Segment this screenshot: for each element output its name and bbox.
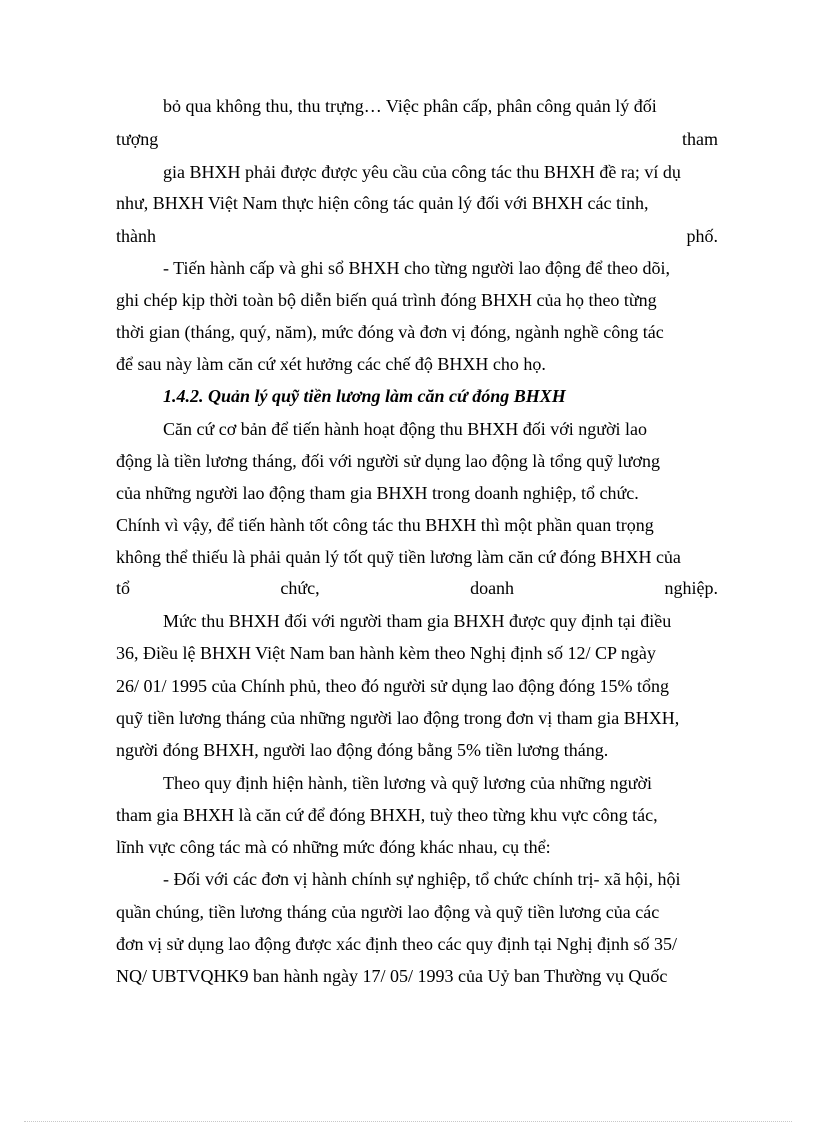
text-line: động là tiền lương tháng, đối với người sử dụng lao động là tổng quỹ lương	[116, 451, 661, 471]
text-line: ghi chép kịp thời toàn bộ diễn biến quá trình đóng BHXH của họ theo từng	[116, 290, 657, 310]
text-line: Mức thu BHXH đối với người tham gia BHXH được quy định tại điều	[163, 611, 672, 631]
text-line: 36, Điều lệ BHXH Việt Nam ban hành kèm theo Nghị định số 12/ CP ngày	[116, 643, 656, 663]
text-line: Theo quy định hiện hành, tiền lương và quỹ lương của những người	[163, 773, 653, 793]
text-line: NQ/ UBTVQHK9 ban hành ngày 17/ 05/ 1993 của Uỷ ban Thường vụ Quốc	[116, 966, 668, 986]
text-line: tổ chức, doanh nghiệp.	[116, 578, 718, 598]
text-line: lĩnh vực công tác mà có những mức đóng khác nhau, cụ thể:	[116, 837, 551, 857]
text-line: của những người lao động tham gia BHXH trong doanh nghiệp, tổ chức.	[116, 483, 639, 503]
text-line: như, BHXH Việt Nam thực hiện công tác quản lý đối với BHXH các tỉnh,	[116, 193, 649, 213]
section-heading: 1.4.2. Quản lý quỹ tiền lương làm căn cứ đóng BHXH	[163, 386, 566, 406]
text-line: tượng tham	[116, 129, 718, 149]
text-line: để sau này làm căn cứ xét hưởng các chế độ BHXH cho họ.	[116, 354, 546, 374]
text-line: bỏ qua không thu, thu trựng… Việc phân cấp, phân công quản lý đối	[163, 96, 657, 116]
text-line: 26/ 01/ 1995 của Chính phủ, theo đó người sử dụng lao động đóng 15% tổng	[116, 676, 669, 696]
text-line: thành phố.	[116, 226, 718, 246]
text-line: Chính vì vậy, để tiến hành tốt công tác thu BHXH thì một phần quan trọng	[116, 515, 654, 535]
text-line: thời gian (tháng, quý, năm), mức đóng và đơn vị đóng, ngành nghề công tác	[116, 322, 664, 342]
text-line: quỹ tiền lương tháng của những người lao động trong đơn vị tham gia BHXH,	[116, 708, 680, 728]
text-line: đơn vị sử dụng lao động được xác định theo các quy định tại Nghị định số 35/	[116, 934, 677, 954]
text-line: - Đối với các đơn vị hành chính sự nghiệp, tổ chức chính trị- xã hội, hội	[163, 869, 681, 889]
text-line: không thể thiếu là phải quản lý tốt quỹ tiền lương làm căn cứ đóng BHXH của	[116, 547, 681, 567]
text-line: Căn cứ cơ bản để tiến hành hoạt động thu BHXH đối với người lao	[163, 419, 647, 439]
text-line: gia BHXH phải được được yêu cầu của công tác thu BHXH đề ra; ví dụ	[163, 162, 681, 182]
text-line: người đóng BHXH, người lao động đóng bằng 5% tiền lương tháng.	[116, 740, 609, 760]
text-line: quần chúng, tiền lương tháng của người lao động và quỹ tiền lương của các	[116, 902, 660, 922]
text-line: - Tiến hành cấp và ghi sổ BHXH cho từng người lao động để theo dõi,	[163, 258, 670, 278]
text-line: tham gia BHXH là căn cứ để đóng BHXH, tuỳ theo từng khu vực công tác,	[116, 805, 658, 825]
page-bottom-divider	[24, 1121, 792, 1122]
